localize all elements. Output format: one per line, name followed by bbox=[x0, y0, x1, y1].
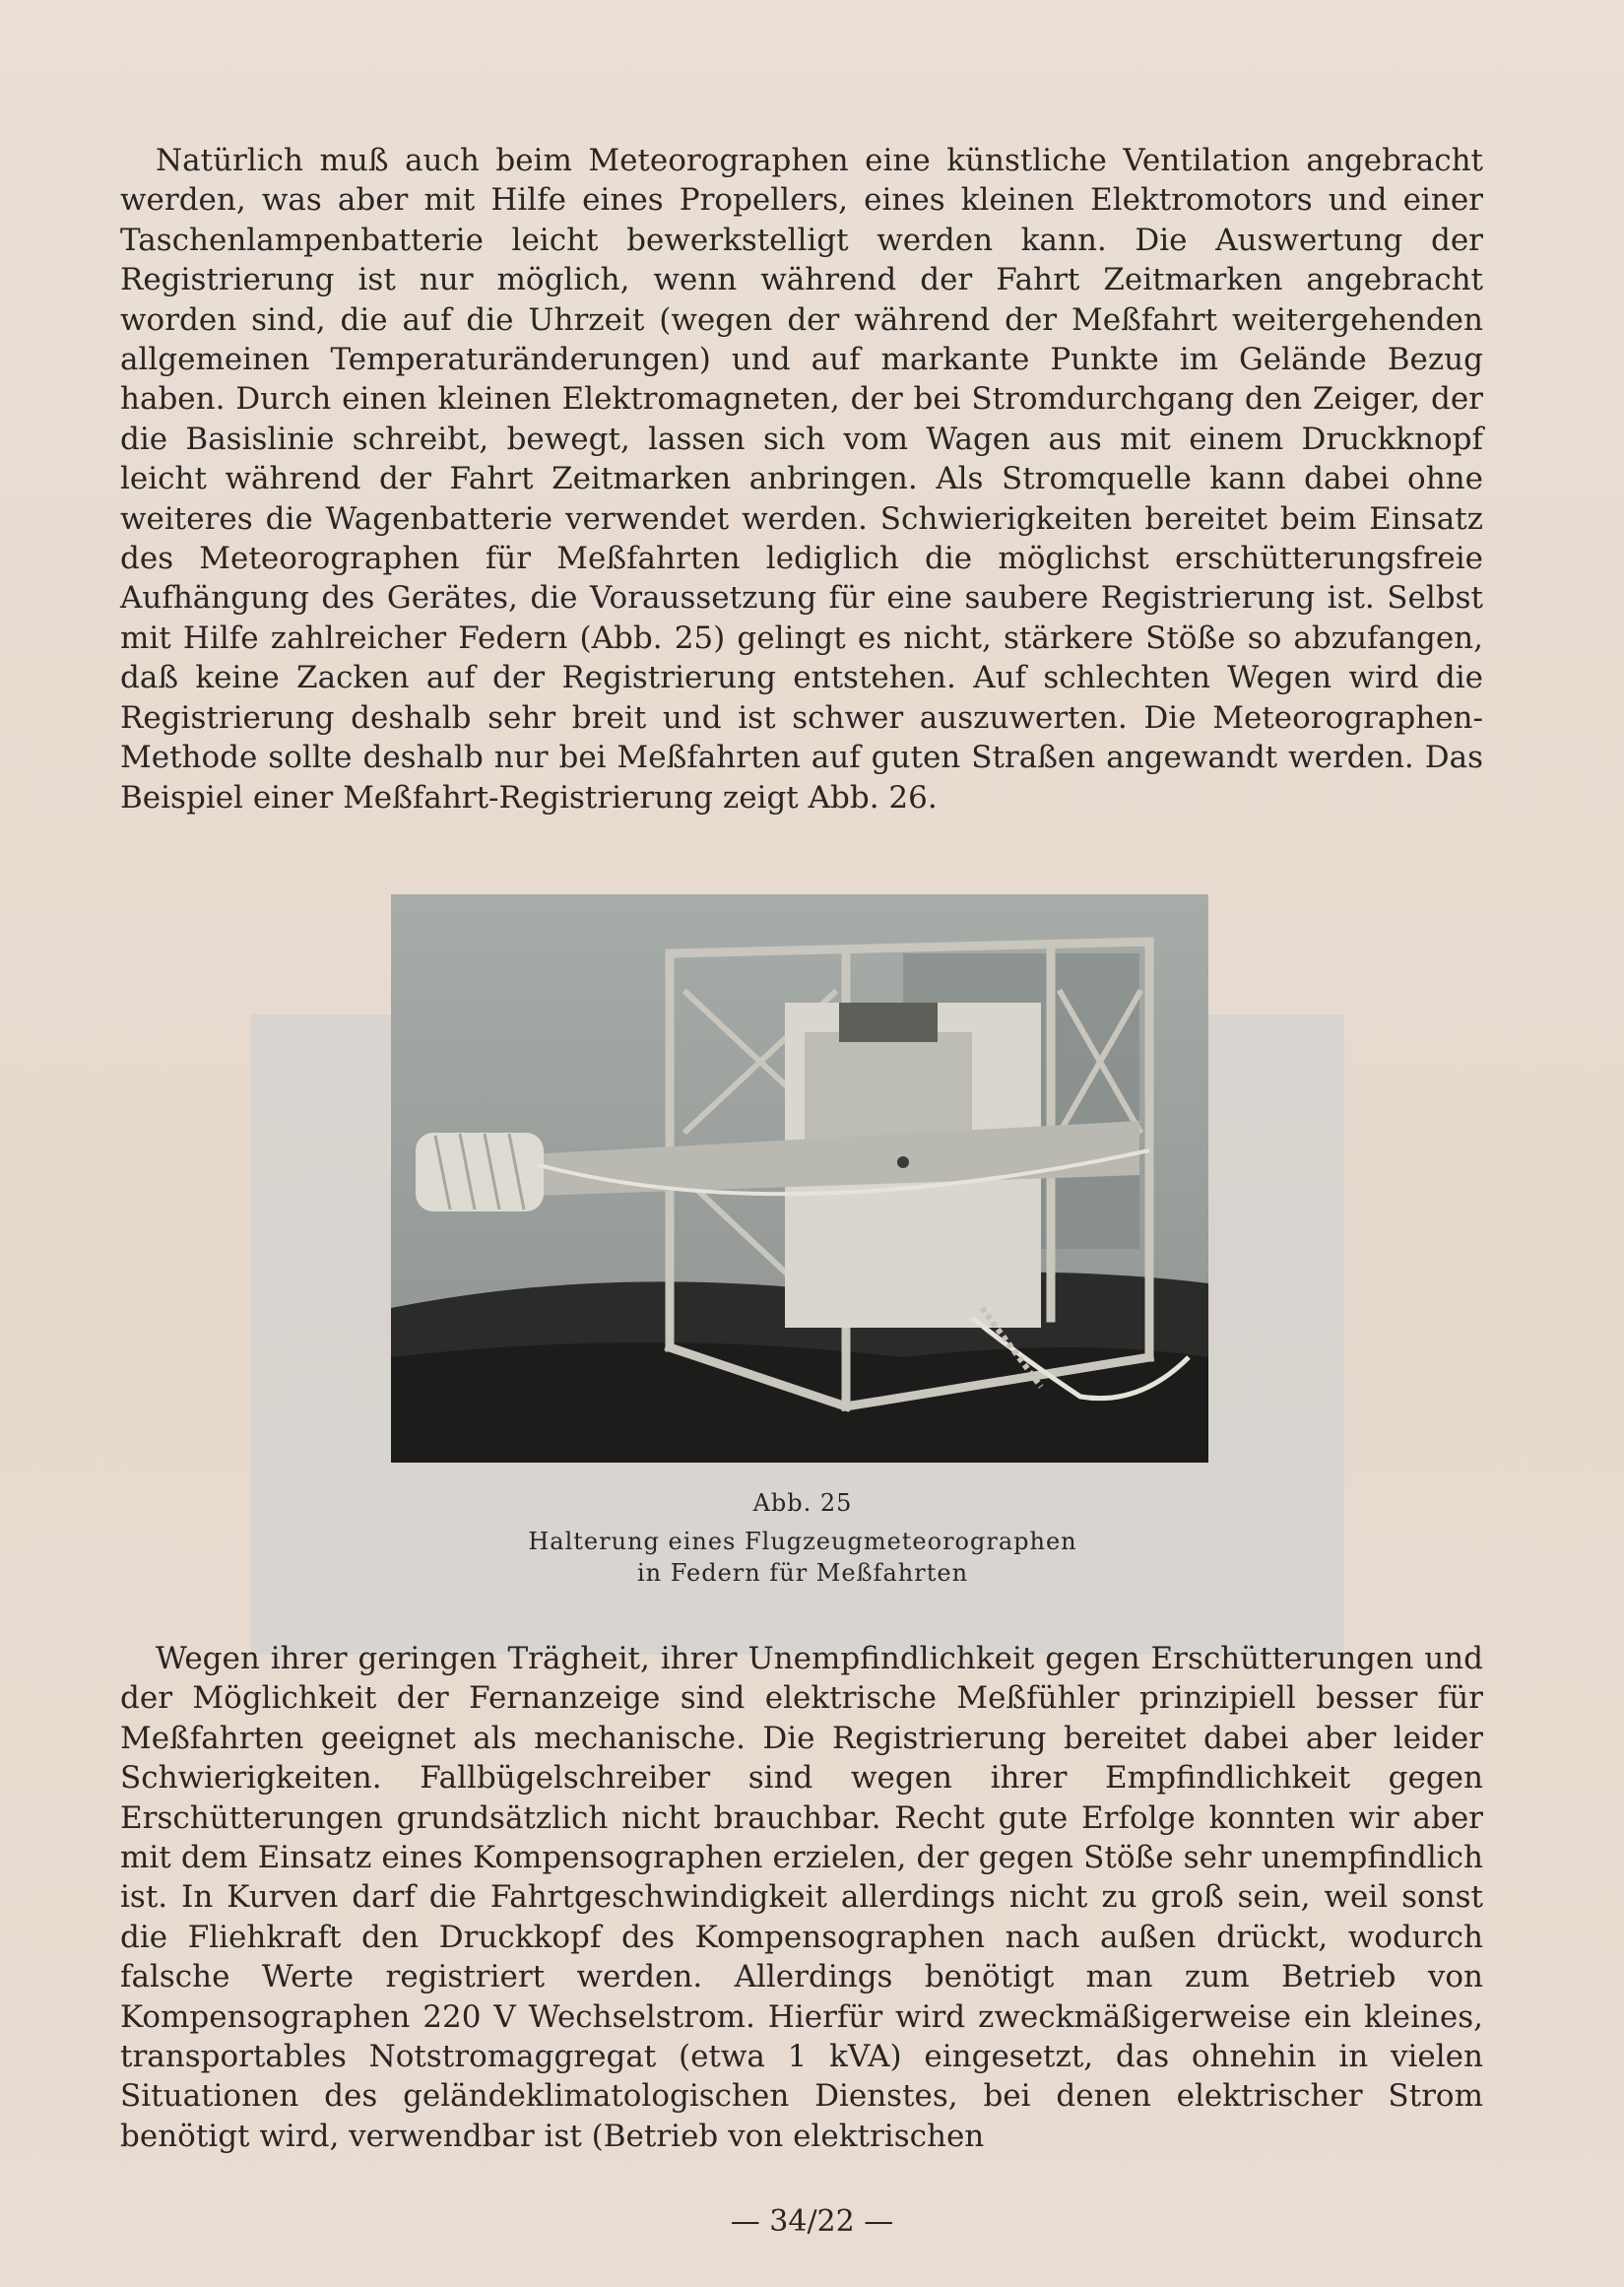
figure-caption-line-1: Halterung eines Flugzeugmeteorographen bbox=[528, 1528, 1077, 1555]
figure-caption-line-2: in Federn für Meßfahrten bbox=[636, 1559, 969, 1587]
photo-illustration bbox=[391, 894, 1208, 1463]
figure-photo-meteorograph-mount bbox=[391, 894, 1208, 1463]
body-paragraph-2 bbox=[120, 1639, 1483, 2156]
figure-label: Abb. 25 bbox=[752, 1489, 853, 1517]
figure-caption bbox=[394, 1526, 1211, 1589]
paragraph-2-text: Wegen ihrer geringen Trägheit, ihrer Unempfindlichkeit gegen Erschütterungen und der Möglichkeit der Fernanzeige sind elektrische Meßfühler prinzipiell besser für Meßfahrten geeignet als mechanische. Die Registrierung bereitet dabei aber leider Schwierigkeiten. Fallbügelschreiber sind wegen ihrer Empfindlichkeit gegen Erschütterungen grundsätzlich nicht brauchbar. Recht gute Erfolge konnten wir aber mit dem Einsatz eines Kompensographen erzielen, der gegen Stöße sehr unempfindlich ist. In Kurven darf die Fahrtgeschwindigkeit allerdings nicht zu groß sein, weil sonst die Fliehkraft den Druckkopf des Kompensographen nach außen drückt, wodurch falsche Werte registriert werden. Allerdings benötigt man zum Betrieb von Kompensographen 220 V Wechselstrom. Hierfür wird zweckmäßigerweise ein kleines, transportables Notstromaggregat (etwa 1 kVA) eingesetzt, das ohnehin in vielen Situationen des geländeklimatologischen Dienstes, bei denen elektrischer Strom benötigt wird, verwendbar ist (Betrieb von elektrischen bbox=[120, 1641, 1483, 2154]
body-paragraph-1 bbox=[120, 141, 1483, 817]
page-number: — 34/22 — bbox=[730, 2204, 894, 2239]
paragraph-1-text: Natürlich muß auch beim Meteorographen eine künstliche Ventilation angebracht werden, was aber mit Hilfe eines Propellers, eines kleinen Elektromotors und einer Taschenlampenbatterie leicht bewerkstelligt werden kann. Die Auswertung der Registrierung ist nur möglich, wenn während der Fahrt Zeitmarken angebracht worden sind, die auf die Uhrzeit (wegen der während der Meßfahrt weitergehenden allgemeinen Temperaturänderungen) und auf markante Punkte im Gelände Bezug haben. Durch einen kleinen Elektromagneten, der bei Stromdurchgang den Zeiger, der die Basislinie schreibt, bewegt, lassen sich vom Wagen aus mit einem Druckknopf leicht während der Fahrt Zeitmarken anbringen. Als Stromquelle kann dabei ohne weiteres die Wagenbatterie verwendet werden. Schwierigkeiten bereitet beim Einsatz des Meteorographen für Meßfahrten lediglich die möglichst erschütterungsfreie Aufhängung des Gerätes, die Voraussetzung für eine saubere Registrierung ist. Selbst mit Hilfe zahlreicher Federn (Abb. 25) gelingt es nicht, stärkere Stöße so abzufangen, daß keine Zacken auf der Registrierung entstehen. Auf schlechten Wegen wird die Registrierung deshalb sehr breit und ist schwer auszuwerten. Die Meteorographen-Methode sollte deshalb nur bei Meßfahrten auf guten Straßen angewandt werden. Das Beispiel einer Meßfahrt-Registrierung zeigt Abb. 26. bbox=[120, 143, 1483, 816]
